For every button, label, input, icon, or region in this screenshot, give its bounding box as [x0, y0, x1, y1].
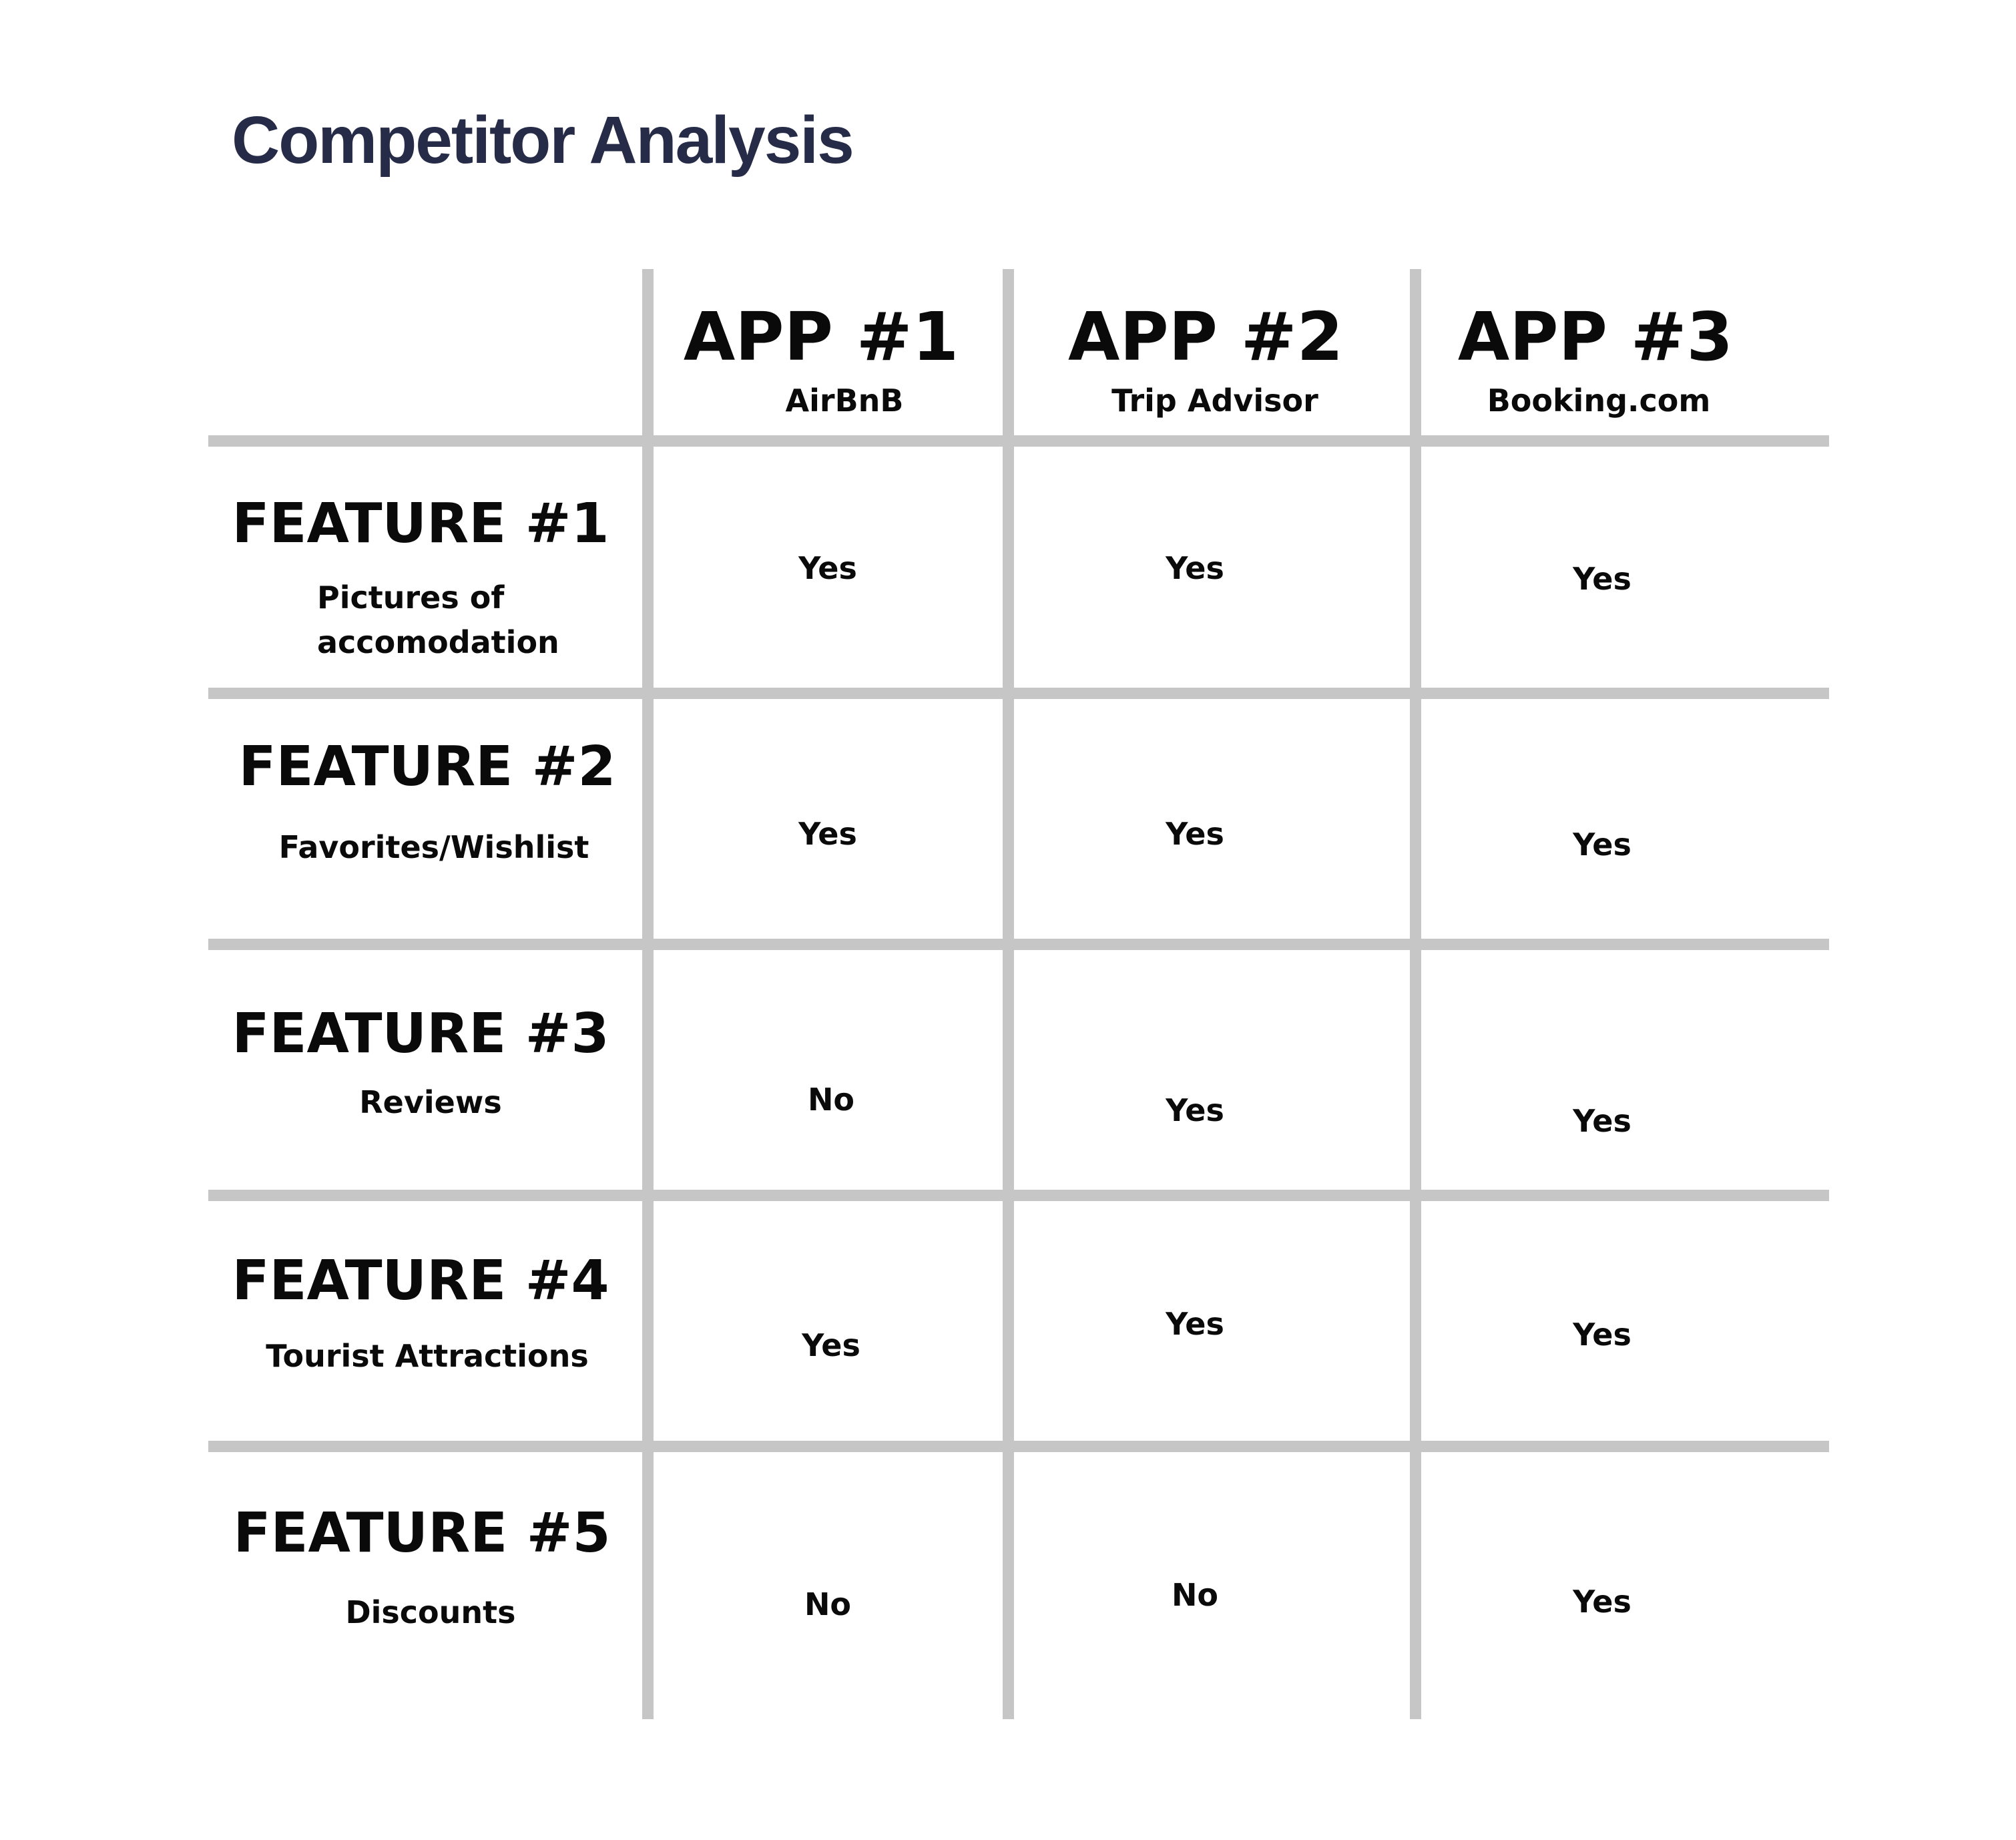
app-name: Booking.com [1487, 383, 1711, 419]
feature-label: FEATURE #5 [233, 1502, 611, 1565]
feature-row-2-label [220, 735, 634, 870]
feature-description: Tourist Attractions [266, 1338, 589, 1374]
feature-label: FEATURE #4 [232, 1249, 609, 1313]
value-cell: Yes [1573, 1317, 1631, 1353]
app-label: APP #3 [1457, 298, 1734, 376]
value-cell: Yes [1166, 816, 1224, 852]
feature-description: Discounts [345, 1594, 516, 1630]
value-cell: Yes [1166, 1092, 1224, 1128]
value-cell: Yes [1573, 1103, 1631, 1139]
app-name: Trip Advisor [1111, 383, 1318, 419]
app-label: APP #1 [683, 298, 959, 376]
app-header-1 [668, 298, 975, 419]
app-name: AirBnB [785, 383, 904, 419]
feature-description: Pictures of accomodation [317, 580, 559, 660]
value-cell: No [1171, 1577, 1219, 1613]
app-label: APP #2 [1068, 298, 1344, 376]
column-divider-1 [642, 269, 654, 1719]
column-divider-2 [1003, 269, 1014, 1719]
row-divider-1 [208, 688, 1829, 699]
value-cell: Yes [1166, 550, 1224, 586]
value-cell: Yes [1573, 1584, 1631, 1620]
row-divider-2 [208, 939, 1829, 950]
row-divider-4 [208, 1441, 1829, 1452]
feature-label: FEATURE #3 [232, 1002, 609, 1066]
value-cell: No [804, 1586, 852, 1622]
row-divider-3 [208, 1190, 1829, 1201]
feature-row-3-label [220, 1002, 621, 1125]
feature-label: FEATURE #1 [232, 492, 609, 555]
feature-description: Reviews [359, 1084, 502, 1120]
page-title: Competitor Analysis [232, 103, 853, 178]
feature-row-5-label [220, 1502, 621, 1635]
value-cell: Yes [798, 816, 857, 852]
value-cell: Yes [1573, 561, 1631, 597]
value-cell: Yes [802, 1327, 860, 1363]
feature-row-4-label [220, 1249, 621, 1379]
app-header-2 [1015, 298, 1344, 419]
column-divider-3 [1410, 269, 1421, 1719]
feature-description: Favorites/Wishlist [278, 829, 589, 865]
value-cell: Yes [798, 550, 857, 586]
feature-row-1-label [220, 492, 627, 664]
header-divider [208, 435, 1829, 447]
feature-label: FEATURE #2 [238, 735, 616, 798]
value-cell: No [807, 1082, 855, 1118]
value-cell: Yes [1573, 827, 1631, 863]
value-cell: Yes [1166, 1306, 1224, 1342]
app-header-3 [1429, 298, 1762, 419]
